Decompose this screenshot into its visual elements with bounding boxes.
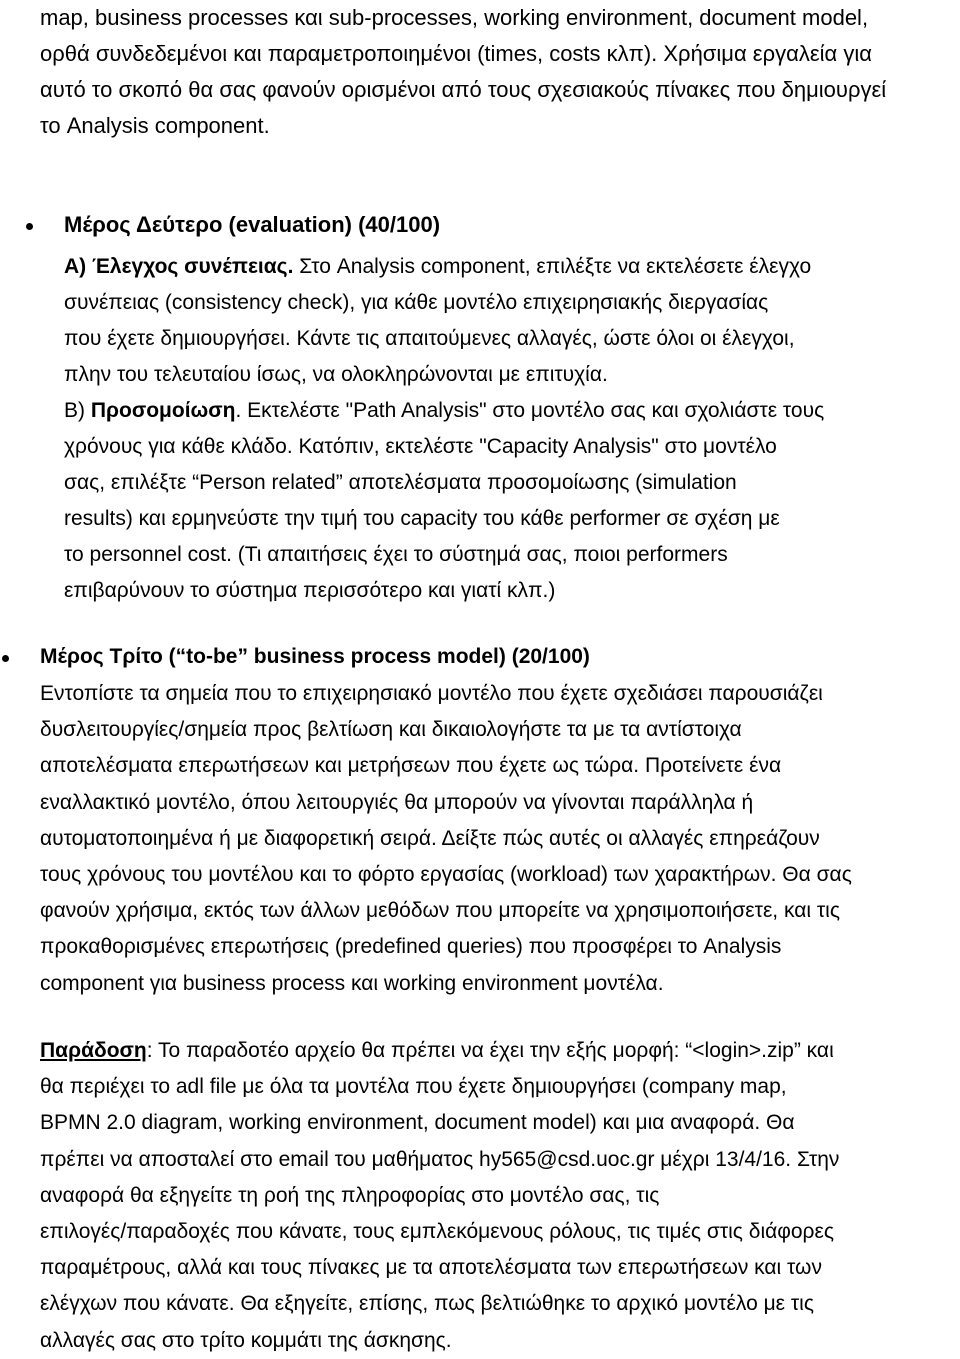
part2-line: πλην του τελευταίου ίσως, να ολοκληρώνονται με επιτυχία. [64,363,608,386]
delivery-paragraph [40,1033,957,1359]
part2-b-prefix: Β) [64,399,91,422]
bullet-icon [2,655,9,662]
part2-line: χρόνους για κάθε κλάδο. Κατόπιν, εκτελέστε "Capacity Analysis" στο μοντέλο [64,435,777,458]
intro-paragraph [40,0,958,144]
part3-line: αποτελέσματα επερωτήσεων και μετρήσεων που έχετε ως τώρα. Προτείνετε ένα [40,754,782,778]
part2-line: results) και ερμηνεύστε την τιμή του capacity του κάθε performer σε σχέση με [64,507,780,530]
part2-line: επιβαρύνουν το σύστημα περισσότερο και γιατί κλπ.) [64,579,556,602]
delivery-line: αναφορά θα εξηγείτε τη ροή της πληροφορίας στο μοντέλο σας, τις [40,1183,660,1207]
consistency-label: Α) Έλεγχος συνέπειας. [64,255,294,278]
part3-body [40,676,957,1002]
delivery-line: αλλαγές σας στο τρίτο κομμάτι της άσκησης. [40,1328,452,1352]
part3-line: φανούν χρήσιμα, εκτός των άλλων μεθόδων που μπορείτε να χρησιμοποιήσετε, και τις [40,899,840,923]
bullet-icon [26,223,33,230]
delivery-line: BPMN 2.0 diagram, working environment, document model) και μια αναφορά. Θα [40,1111,795,1135]
intro-line: το Analysis component. [40,113,270,138]
delivery-text: : Το παραδοτέο αρχείο θα πρέπει να έχει την εξής μορφή: “<login>.zip” και [146,1039,834,1062]
delivery-line [40,1033,957,1069]
delivery-label: Παράδοση [40,1039,147,1062]
part3-line: εναλλακτικό μοντέλο, όπου λειτουργιές θα μπορούν να γίνονται παράλληλα ή [40,790,754,814]
intro-line: ορθά συνδεδεμένοι και παραμετροποιημένοι (times, costs κλπ). Χρήσιμα εργαλεία για [40,41,872,66]
part2-line: που έχετε δημιουργήσει. Κάντε τις απαιτούμενες αλλαγές, ώστε όλοι οι έλεγχοι, [64,327,795,350]
part3-heading: Μέρος Τρίτο (“to-be” business process model) (20/100) [40,645,590,668]
delivery-line: παραμέτρους, αλλά και τους πίνακες με τα αποτελέσματα των επερωτήσεων και των [40,1256,822,1280]
intro-line: αυτό το σκοπό θα σας φανούν ορισμένοι από τους σχεσιακούς πίνακες που δημιουργεί [40,77,887,102]
delivery-line: πρέπει να αποσταλεί στο email του μαθήματος hy565@csd.uoc.gr μέχρι 13/4/16. Στην [40,1147,840,1171]
part2-line: συνέπειας (consistency check), για κάθε μοντέλο επιχειρησιακής διεργασίας [64,291,769,314]
part3-line: Εντοπίστε τα σημεία που το επιχειρησιακό μοντέλο που έχετε σχεδιάσει παρουσιάζει [40,682,823,705]
part3-line: δυσλειτουργίες/σημεία προς βελτίωση και δικαιολογήστε τα με τα αντίστοιχα [40,718,742,742]
part3-line: αυτοματοποιημένα ή με διαφορετική σειρά. Δείξτε πώς αυτές οι αλλαγές επηρεάζουν [40,826,820,850]
part2-a-text: Στο Analysis component, επιλέξτε να εκτελέσετε έλεγχο [293,255,812,278]
part2-line: σας, επιλέξτε “Person related” αποτελέσματα προσομοίωσης (simulation [64,471,737,494]
delivery-line: επιλογές/παραδοχές που κάνατε, τους εμπλεκόμενους ρόλους, τις τιμές στις διάφορες [40,1220,834,1244]
simulation-label: Προσομοίωση [90,399,236,422]
part2-heading: Μέρος Δεύτερο (evaluation) (40/100) [64,212,441,237]
part3-line: τους χρόνους του μοντέλου και το φόρτο εργασίας (workload) των χαρακτήρων. Θα σας [40,863,852,887]
part2-body [64,249,957,609]
intro-line: map, business processes και sub-processes, working environment, document model, [40,5,869,30]
part3-line: προκαθορισμένες επερωτήσεις (predefined queries) που προσφέρει το Analysis [40,935,782,959]
delivery-line: ελέγχων που κάνατε. Θα εξηγείτε, επίσης, πως βελτιώθηκε το αρχικό μοντέλο με τις [40,1292,814,1316]
part2-line [64,393,957,429]
part2-line [64,249,957,285]
delivery-line: θα περιέχει το adl file με όλα τα μοντέλα που έχετε δημιουργήσει (company map, [40,1075,787,1099]
part3-line: component για business process και working environment μοντέλα. [40,971,664,995]
part2-b-text: . Εκτελέστε "Path Analysis" στο μοντέλο σας και σχολιάστε τους [235,399,825,422]
part2-line: το personnel cost. (Τι απαιτήσεις έχει το σύστημά σας, ποιοι performers [64,543,728,566]
